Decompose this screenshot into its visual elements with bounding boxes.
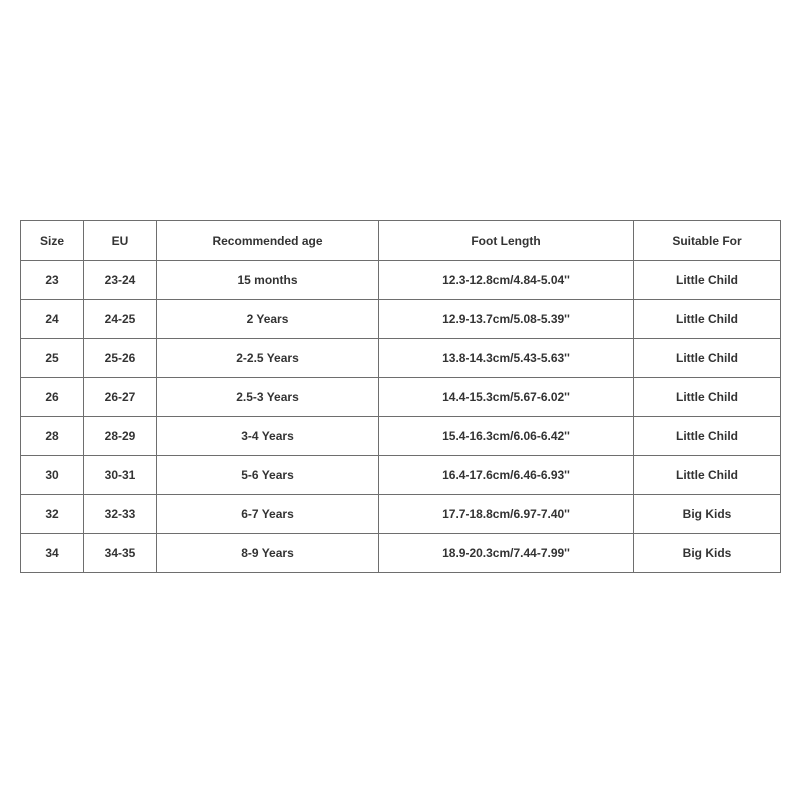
cell-size: 25: [21, 339, 84, 378]
cell-foot-length: 13.8-14.3cm/5.43-5.63'': [379, 339, 634, 378]
cell-recommended-age: 8-9 Years: [157, 534, 379, 573]
cell-suitable-for: Little Child: [634, 261, 781, 300]
table-row: [21, 378, 781, 417]
cell-foot-length: 14.4-15.3cm/5.67-6.02'': [379, 378, 634, 417]
size-chart-table: [20, 220, 781, 573]
cell-eu: 25-26: [84, 339, 157, 378]
cell-eu: 24-25: [84, 300, 157, 339]
cell-recommended-age: 2.5-3 Years: [157, 378, 379, 417]
cell-suitable-for: Little Child: [634, 417, 781, 456]
header-recommended-age: Recommended age: [157, 221, 379, 261]
cell-eu: 34-35: [84, 534, 157, 573]
cell-recommended-age: 6-7 Years: [157, 495, 379, 534]
cell-suitable-for: Little Child: [634, 339, 781, 378]
cell-eu: 28-29: [84, 417, 157, 456]
cell-size: 28: [21, 417, 84, 456]
cell-recommended-age: 2 Years: [157, 300, 379, 339]
cell-recommended-age: 3-4 Years: [157, 417, 379, 456]
table-row: [21, 534, 781, 573]
cell-size: 34: [21, 534, 84, 573]
cell-recommended-age: 2-2.5 Years: [157, 339, 379, 378]
table-row: [21, 417, 781, 456]
cell-foot-length: 17.7-18.8cm/6.97-7.40'': [379, 495, 634, 534]
table-row: [21, 300, 781, 339]
header-suitable-for: Suitable For: [634, 221, 781, 261]
cell-eu: 26-27: [84, 378, 157, 417]
cell-foot-length: 12.3-12.8cm/4.84-5.04'': [379, 261, 634, 300]
cell-suitable-for: Big Kids: [634, 495, 781, 534]
cell-recommended-age: 5-6 Years: [157, 456, 379, 495]
cell-foot-length: 15.4-16.3cm/6.06-6.42'': [379, 417, 634, 456]
cell-foot-length: 16.4-17.6cm/6.46-6.93'': [379, 456, 634, 495]
cell-eu: 23-24: [84, 261, 157, 300]
cell-size: 24: [21, 300, 84, 339]
header-eu: EU: [84, 221, 157, 261]
table-row: [21, 495, 781, 534]
cell-suitable-for: Big Kids: [634, 534, 781, 573]
table-row: [21, 261, 781, 300]
cell-suitable-for: Little Child: [634, 300, 781, 339]
header-size: Size: [21, 221, 84, 261]
header-foot-length: Foot Length: [379, 221, 634, 261]
cell-size: 32: [21, 495, 84, 534]
cell-suitable-for: Little Child: [634, 456, 781, 495]
cell-size: 23: [21, 261, 84, 300]
cell-recommended-age: 15 months: [157, 261, 379, 300]
cell-eu: 30-31: [84, 456, 157, 495]
cell-eu: 32-33: [84, 495, 157, 534]
cell-size: 30: [21, 456, 84, 495]
table-header-row: [21, 221, 781, 261]
cell-foot-length: 12.9-13.7cm/5.08-5.39'': [379, 300, 634, 339]
cell-suitable-for: Little Child: [634, 378, 781, 417]
table-row: [21, 339, 781, 378]
cell-foot-length: 18.9-20.3cm/7.44-7.99'': [379, 534, 634, 573]
cell-size: 26: [21, 378, 84, 417]
table-row: [21, 456, 781, 495]
